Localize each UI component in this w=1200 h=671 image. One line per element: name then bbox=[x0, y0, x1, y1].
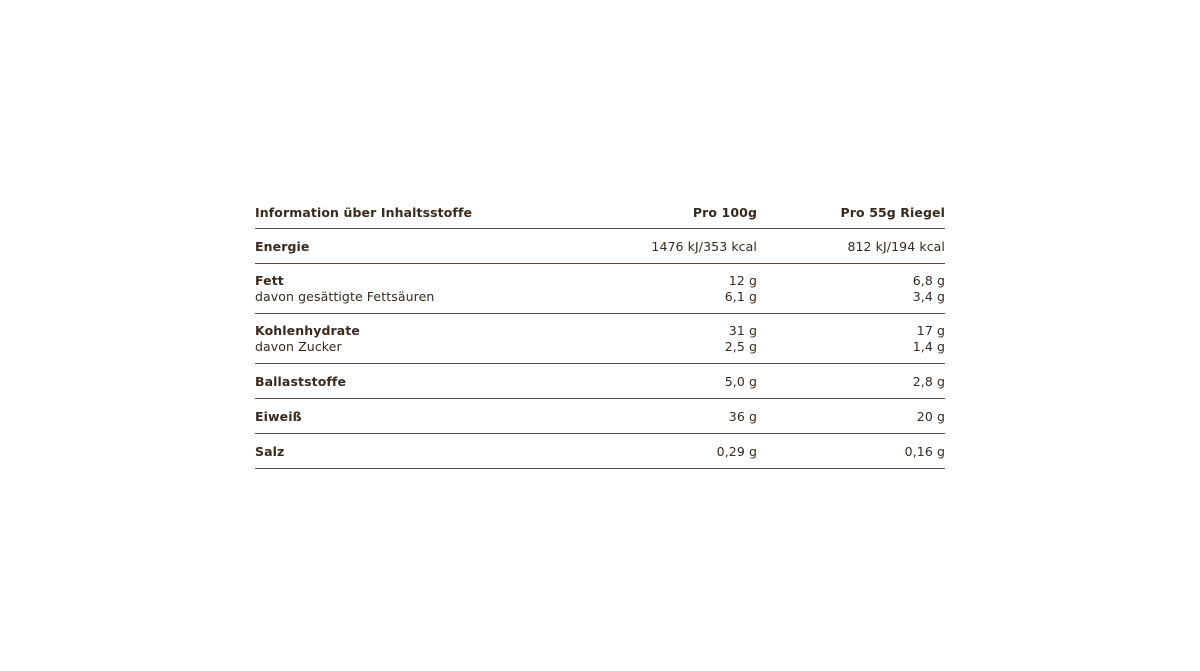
row-value-per-100g: 12 g bbox=[728, 273, 757, 288]
row-sub-label: davon gesättigte Fettsäuren bbox=[255, 288, 435, 304]
row-sub-value-per-100g: 2,5 g bbox=[724, 338, 757, 354]
row-label: Ballaststoffe bbox=[255, 373, 347, 389]
header-per-100g: Pro 100g bbox=[692, 205, 757, 220]
table-row-carbohydrates bbox=[255, 314, 945, 364]
row-values-per-100g bbox=[587, 323, 757, 354]
nutrition-table bbox=[255, 197, 945, 469]
header-per-bar: Pro 55g Riegel bbox=[840, 205, 945, 220]
header-label: Information über Inhaltsstoffe bbox=[255, 205, 473, 220]
row-label: Salz bbox=[255, 443, 285, 459]
row-values-per-bar bbox=[757, 273, 945, 304]
row-label-group bbox=[255, 323, 587, 354]
row-value-per-100g: 0,29 g bbox=[716, 443, 757, 459]
table-row-fat bbox=[255, 264, 945, 314]
row-label-group bbox=[255, 273, 587, 304]
row-value-per-100g: 1476 kJ/353 kcal bbox=[651, 238, 757, 254]
row-value-per-100g: 31 g bbox=[728, 323, 757, 338]
row-sub-value-per-bar: 3,4 g bbox=[912, 288, 945, 304]
row-sub-value-per-100g: 6,1 g bbox=[724, 288, 757, 304]
row-values-per-bar bbox=[757, 323, 945, 354]
row-value-per-bar: 17 g bbox=[916, 323, 945, 338]
row-label: Fett bbox=[255, 273, 284, 288]
row-sub-value-per-bar: 1,4 g bbox=[912, 338, 945, 354]
table-row-energy bbox=[255, 229, 945, 264]
row-sub-label: davon Zucker bbox=[255, 338, 342, 354]
table-row-salt bbox=[255, 434, 945, 469]
table-header-row bbox=[255, 197, 945, 229]
row-value-per-bar: 812 kJ/194 kcal bbox=[847, 238, 945, 254]
row-value-per-bar: 0,16 g bbox=[904, 443, 945, 459]
row-value-per-bar: 2,8 g bbox=[912, 373, 945, 389]
row-values-per-100g bbox=[587, 273, 757, 304]
table-row-protein bbox=[255, 399, 945, 434]
row-label: Eiweiß bbox=[255, 408, 302, 424]
row-label: Energie bbox=[255, 238, 310, 254]
table-row-fiber bbox=[255, 364, 945, 399]
row-value-per-100g: 36 g bbox=[728, 408, 757, 424]
row-value-per-bar: 6,8 g bbox=[912, 273, 945, 288]
row-value-per-bar: 20 g bbox=[916, 408, 945, 424]
row-value-per-100g: 5,0 g bbox=[724, 373, 757, 389]
row-label: Kohlenhydrate bbox=[255, 323, 360, 338]
